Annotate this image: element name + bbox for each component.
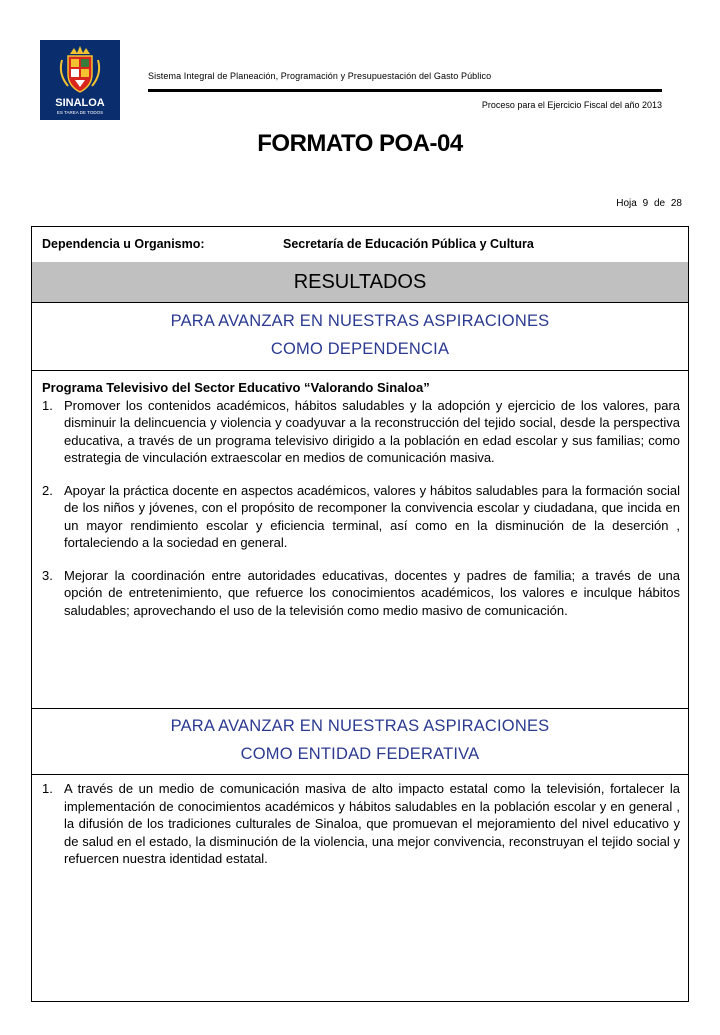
section-content-entidad	[42, 780, 680, 868]
document-title: FORMATO POA-04	[257, 130, 463, 157]
dependency-value: Secretaría de Educación Pública y Cultura	[283, 237, 534, 251]
section-heading-line2: COMO DEPENDENCIA	[270, 340, 450, 358]
form-table	[31, 226, 689, 1002]
list-item-number: 2.	[42, 482, 53, 498]
section-heading-entidad	[32, 712, 688, 774]
sheet-total: 28	[670, 198, 682, 209]
results-heading: RESULTADOS	[32, 262, 688, 303]
section-content-dependencia	[42, 379, 680, 619]
section-divider	[32, 708, 688, 709]
dependency-row	[32, 227, 688, 263]
section-heading-line1: PARA AVANZAR EN NUESTRAS ASPIRACIONES	[170, 717, 550, 735]
section-divider	[32, 370, 688, 371]
list-item-text: Apoyar la práctica docente en aspectos académicos, valores y hábitos saludables para la formación social de los niños y jóvenes, con el propósito de recomponer la convivencia escolar y ciudadana, que incida en un mayor rendimiento escolar y eficiencia terminal, así como en la disminución de la deserción , fortaleciendo a la sociedad en general.	[64, 482, 680, 550]
list-item	[42, 482, 680, 552]
logo-tagline: ES TAREA DE TODOS	[56, 110, 104, 115]
logo-wordmark: SINALOA	[55, 97, 105, 109]
list-item-text: Mejorar la coordinación entre autoridades educativas, docentes y padres de familia; a través de una opción de entretenimiento, que refuerce los conocimientos académicos, los valores e inculque hábitos saludables; aprovechando el uso de la televisión como medio masivo de comunicación.	[64, 567, 680, 618]
list-item-number: 3.	[42, 567, 53, 583]
sinaloa-logo	[40, 40, 120, 120]
coat-of-arms-icon	[40, 40, 120, 120]
list-item-text: A través de un medio de comunicación masiva de alto impacto estatal como la televisión, fortalecer la implementación de conocimientos académicos y hábitos saludables en la población escolar y en general , la difusión de los tradiciones culturales de Sinaloa, que promuevan el mejoramiento del nivel educativo y de salud en el estado, la disminución de la violencia, una mejor convivencia, reconstruyan el tejido social y refuercen nuestra identidad estatal.	[64, 781, 680, 866]
sheet-of: de	[653, 198, 666, 209]
process-label: Proceso para el Ejercicio Fiscal del año 2013	[481, 100, 662, 110]
sheet-label: Hoja	[616, 198, 637, 209]
list-item	[42, 567, 680, 620]
system-title: Sistema Integral de Planeación, Programación y Presupuestación del Gasto Público	[148, 71, 492, 81]
list-item	[42, 397, 680, 467]
list-item-text: Promover los contenidos académicos, hábitos saludables y la adopción y ejercicio de los valores, para disminuir la delincuencia y violencia y coadyuvar a la reconstrucción del tejido social, desde la perspectiva educativa, a través de un programa televisivo dirigido a la población en edad escolar y sus familias; como estrategia de vinculación extraescolar en medios de comunicación masiva.	[64, 397, 680, 465]
section-heading-line2: COMO ENTIDAD FEDERATIVA	[240, 745, 480, 763]
list-item-number: 1.	[42, 397, 53, 413]
section-heading-dependencia	[32, 307, 688, 369]
section-heading-line1: PARA AVANZAR EN NUESTRAS ASPIRACIONES	[170, 312, 550, 330]
dependency-label: Dependencia u Organismo:	[42, 237, 205, 251]
section-divider	[32, 774, 688, 775]
sheet-number: 9	[642, 198, 649, 209]
sheet-indicator	[613, 198, 682, 209]
program-title: Programa Televisivo del Sector Educativo “Valorando Sinaloa”	[42, 380, 430, 395]
list-item	[42, 780, 680, 868]
header-divider	[148, 89, 662, 92]
list-item-number: 1.	[42, 781, 53, 796]
